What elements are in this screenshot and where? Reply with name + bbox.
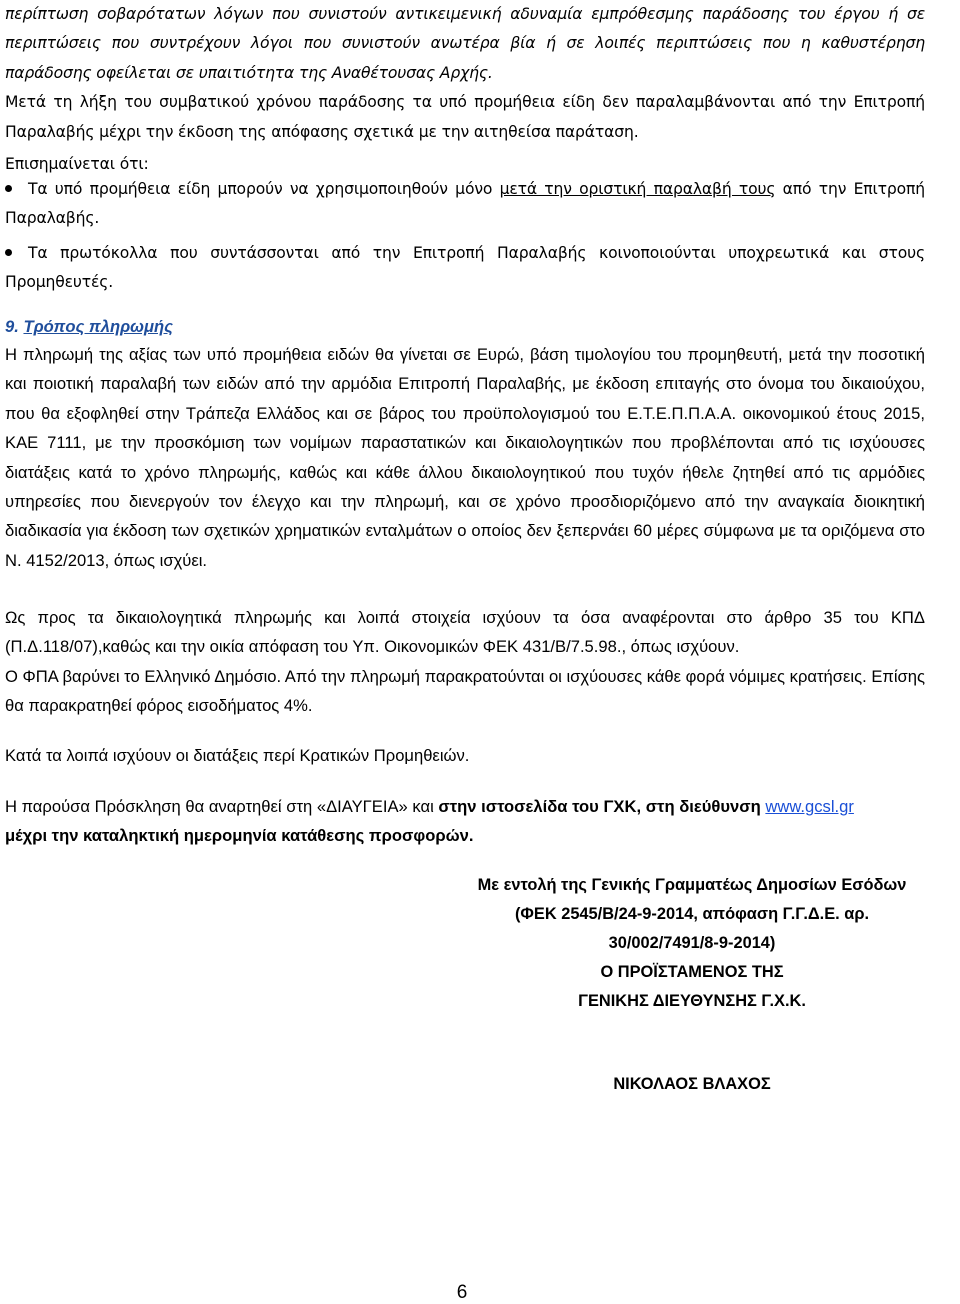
publication-bold-2: μέχρι την καταληκτική ημερομηνία κατάθεσης προσφορών.: [5, 826, 474, 846]
signature-line-5: ΓΕΝΙΚΗΣ ΔΙΕΥΘΥΝΣΗΣ Γ.Χ.Κ.: [578, 992, 806, 1010]
section-title: Τρόπος πληρωμής: [23, 317, 173, 336]
emphasis-label: Επισημαίνεται ότι:: [5, 155, 149, 173]
page-number: 6: [456, 1282, 468, 1303]
intro-section: [5, 0, 925, 147]
signature-block: [440, 871, 944, 1016]
intro-line-1: περίπτωση σοβαρότατων λόγων που συνιστούν αντικειμενική αδυναμία εμπρόθεσμης παράδοσης του έργου ή σε περιπτώσεις που συντρέχουν λόγοι που συνιστούν ανωτέρα βία ή σε λοιπές περιπτώσεις που η καθυστέρηση: [5, 5, 925, 53]
after-deadline-paragraph: Μετά τη λήξη του συμβατικού χρόνου παράδοσης τα υπό προμήθεια είδη δεν παραλαμβάνονται από την Επιτροπή Παραλαβής μέχρι την έκδοση της απόφασης σχετικά με την αιτηθείσα παράταση.: [5, 93, 925, 141]
signature-line-2: (ΦΕΚ 2545/Β/24-9-2014, απόφαση Γ.Γ.Δ.Ε. αρ.: [514, 905, 870, 923]
website-link[interactable]: www.gcsl.gr: [765, 797, 854, 816]
signature-line-4: Ο ΠΡΟΪΣΤΑΜΕΝΟΣ ΤΗΣ: [600, 963, 784, 981]
bullet-item-usage: [5, 175, 925, 234]
intro-line-2: παράδοσης οφείλεται σε υπαιτιότητα της Αναθέτουσας Αρχής.: [5, 63, 493, 82]
section-number: 9.: [5, 317, 19, 336]
publication-paragraph: [5, 792, 960, 851]
documents-paragraph: Ως προς τα δικαιολογητικά πληρωμής και λοιπά στοιχεία ισχύουν τα όσα αναφέρονται στο άρθρο 35 του ΚΠΔ (Π.Δ.118/07),καθώς και την οικία απόφαση του Υπ. Οικονομικών ΦΕΚ 431/Β/7.5.98., όπως ισχύουν.: [5, 608, 925, 657]
bullet-1-pre: Τα υπό προμήθεια είδη μπορούν να χρησιμοποιηθούν μόνο: [28, 180, 500, 198]
bullet-list: [5, 175, 925, 303]
bullet-2-text: Τα πρωτόκολλα που συντάσσονται από την Επιτροπή Παραλαβής κοινοποιούνται υποχρεωτικά και στους Προμηθευτές.: [5, 243, 925, 292]
bullet-icon: [5, 185, 12, 192]
bullet-1-post: από την Επιτροπή Παραλαβής.: [5, 180, 925, 228]
signatory-name: ΝΙΚΟΛΑΟΣ ΒΛΑΧΟΣ: [613, 1075, 771, 1093]
bullet-icon: [5, 249, 12, 256]
bullet-1-underlined: μετά την οριστική παραλαβή τους: [499, 180, 776, 198]
publication-pre: Η παρούσα Πρόσκληση θα αναρτηθεί στη «ΔΙΑΥΓΕΙΑ» και: [5, 797, 439, 816]
payment-paragraph: Η πληρωμή της αξίας των υπό προμήθεια ειδών θα γίνεται σε Ευρώ, βάση τιμολογίου του προμηθευτή, μετά την ποσοτική και ποιοτική παραλαβή των ειδών από την αρμόδια Επιτροπή Παραλαβής, με έκδοση επιταγής στο όνομα του δικαιούχου, που θα εξοφληθεί στην Τράπεζα Ελλάδος και σε βάρος του προϋπολογισμού του Ε.Τ.Ε.Π.Π.Α.Α. οικονομικού έτους 2015, ΚΑΕ 7111, με την προσκόμιση των νομίμων παραστατικών και δικαιολογητικών που προβλέπονται από τις ισχύουσες διατάξεις κατά το χρόνο πληρωμής, καθώς και κάθε άλλου δικαιολογητικού που τυχόν ήθελε ζητηθεί από τις αρμόδιες υπηρεσίες που διενεργούν τον έλεγχο και την πληρωμή, και σε χρόνο προσδιοριζόμενο από την αναγκαία διοικητική διαδικασία για έκδοση των σχετικών χρηματικών ενταλμάτων ο οποίος δεν ξεπερνάει 60 μέρες σύμφωνα με τα οριζόμενα στο Ν. 4152/2013, όπως ισχύει.: [5, 345, 925, 570]
signature-line-3: 30/002/7491/8-9-2014): [608, 934, 776, 952]
signature-line-1: Με εντολή της Γενικής Γραμματέως Δημοσίων Εσόδων: [477, 876, 907, 894]
vat-paragraph: Ο ΦΠΑ βαρύνει το Ελληνικό Δημόσιο. Από την πληρωμή παρακρατούνται οι ισχύουσες κάθε φορά νόμιμες κρατήσεις. Επίσης θα παρακρατηθεί φόρος εισοδήματος 4%.: [5, 667, 925, 716]
section-heading: [5, 312, 173, 341]
publication-bold-1: στην ιστοσελίδα του ΓΧΚ, στη διεύθυνση: [438, 797, 761, 816]
bullet-item-protocols: [5, 239, 925, 298]
general-provisions: Κατά τα λοιπά ισχύουν οι διατάξεις περί Κρατικών Προμηθειών.: [5, 746, 470, 765]
